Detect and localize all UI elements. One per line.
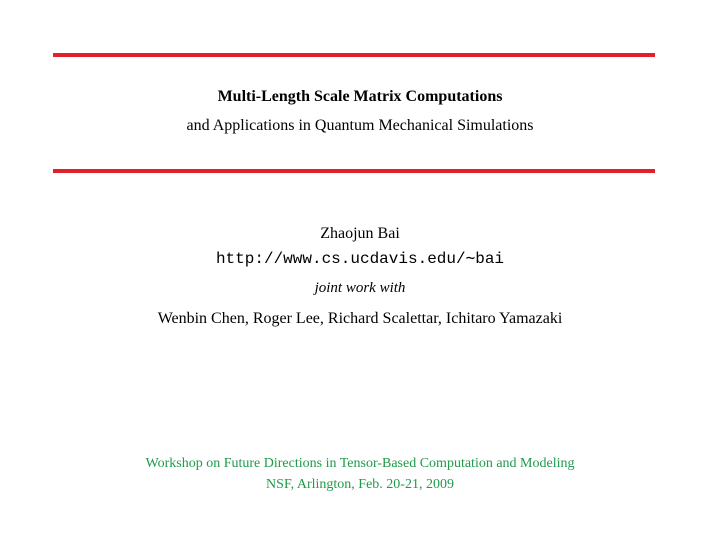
top-red-rule	[53, 53, 655, 57]
workshop-venue: NSF, Arlington, Feb. 20-21, 2009	[266, 477, 454, 492]
author-name: Zhaojun Bai	[320, 225, 400, 242]
slide-title: Multi-Length Scale Matrix Computations	[217, 88, 503, 105]
bottom-red-rule	[53, 169, 655, 173]
author-url: http://www.cs.ucdavis.edu/∼bai	[215, 250, 505, 268]
slide-subtitle: and Applications in Quantum Mechanical Simulations	[186, 117, 534, 134]
coauthors-list: Wenbin Chen, Roger Lee, Richard Scalettar, Ichitaro Yamazaki	[157, 310, 563, 327]
joint-work-label: joint work with	[314, 280, 406, 296]
workshop-name: Workshop on Future Directions in Tensor-Based Computation and Modeling	[145, 456, 575, 471]
